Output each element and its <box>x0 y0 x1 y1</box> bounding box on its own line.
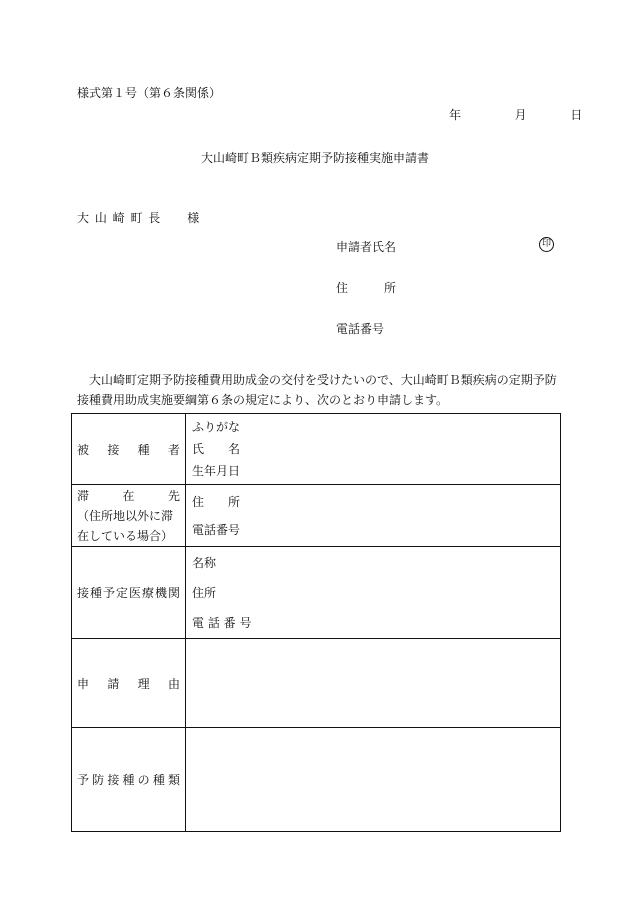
form-number: 様式第１号（第６条関係） <box>77 86 222 100</box>
birthdate-label: 生年月日 <box>192 464 241 478</box>
furigana-label: ふりがな <box>192 420 241 434</box>
stay-address-label: 住 所 <box>192 494 241 509</box>
document-title: 大山崎町Ｂ類疾病定期予防接種実施申請書 <box>200 151 429 165</box>
stay-label-cell <box>72 485 186 547</box>
reason-field[interactable] <box>186 639 561 728</box>
intro-text <box>77 370 567 410</box>
recipient-label: 被接種者 <box>77 442 180 457</box>
recipient-label-cell <box>72 414 186 485</box>
vaccine-label: 予防接種の種類 <box>77 773 180 787</box>
application-form-table <box>71 413 561 832</box>
intro-line-2: 接種費用助成実施要綱第６条の規定により、次のとおり申請します。 <box>77 393 449 407</box>
addressee: 大 山 崎 町 長 様 <box>77 211 201 225</box>
vaccine-row <box>72 728 561 832</box>
reason-row <box>72 639 561 728</box>
vaccine-label-cell <box>72 728 186 832</box>
clinic-label-cell <box>72 547 186 639</box>
recipient-field[interactable] <box>186 414 561 485</box>
clinic-phone-label: 電 話 番 号 <box>192 615 252 630</box>
clinic-label: 接種予定医療機関 <box>77 586 180 600</box>
stay-row <box>72 485 561 547</box>
seal-icon: 印 <box>539 237 554 252</box>
recipient-row <box>72 414 561 485</box>
vaccine-field[interactable] <box>186 728 561 832</box>
stay-note-1: （住所地以外に滞 <box>77 508 174 523</box>
clinic-field[interactable] <box>186 547 561 639</box>
clinic-name-label: 名称 <box>192 555 217 570</box>
intro-line-1: 大山崎町定期予防接種費用助成金の交付を受けたいので、大山崎町Ｂ類疾病の定期予防 <box>89 373 557 387</box>
clinic-row <box>72 547 561 639</box>
date-day: 日 <box>570 108 583 122</box>
recipient-name-label: 氏 名 <box>192 442 241 456</box>
applicant-name-label: 申請者氏名 <box>336 240 397 254</box>
stay-phone-label: 電話番号 <box>192 522 241 537</box>
date-month: 月 <box>514 108 527 122</box>
date-year: 年 <box>449 108 462 122</box>
date-line <box>449 106 582 123</box>
applicant-phone-label: 電話番号 <box>336 322 385 336</box>
reason-label: 申請理由 <box>77 676 180 691</box>
stay-note-2: 在している場合） <box>77 528 174 543</box>
stay-field[interactable] <box>186 485 561 547</box>
stay-label: 滞在先 <box>77 488 180 503</box>
reason-label-cell <box>72 639 186 728</box>
applicant-address-label: 住 所 <box>336 281 397 295</box>
clinic-address-label: 住所 <box>192 585 217 600</box>
